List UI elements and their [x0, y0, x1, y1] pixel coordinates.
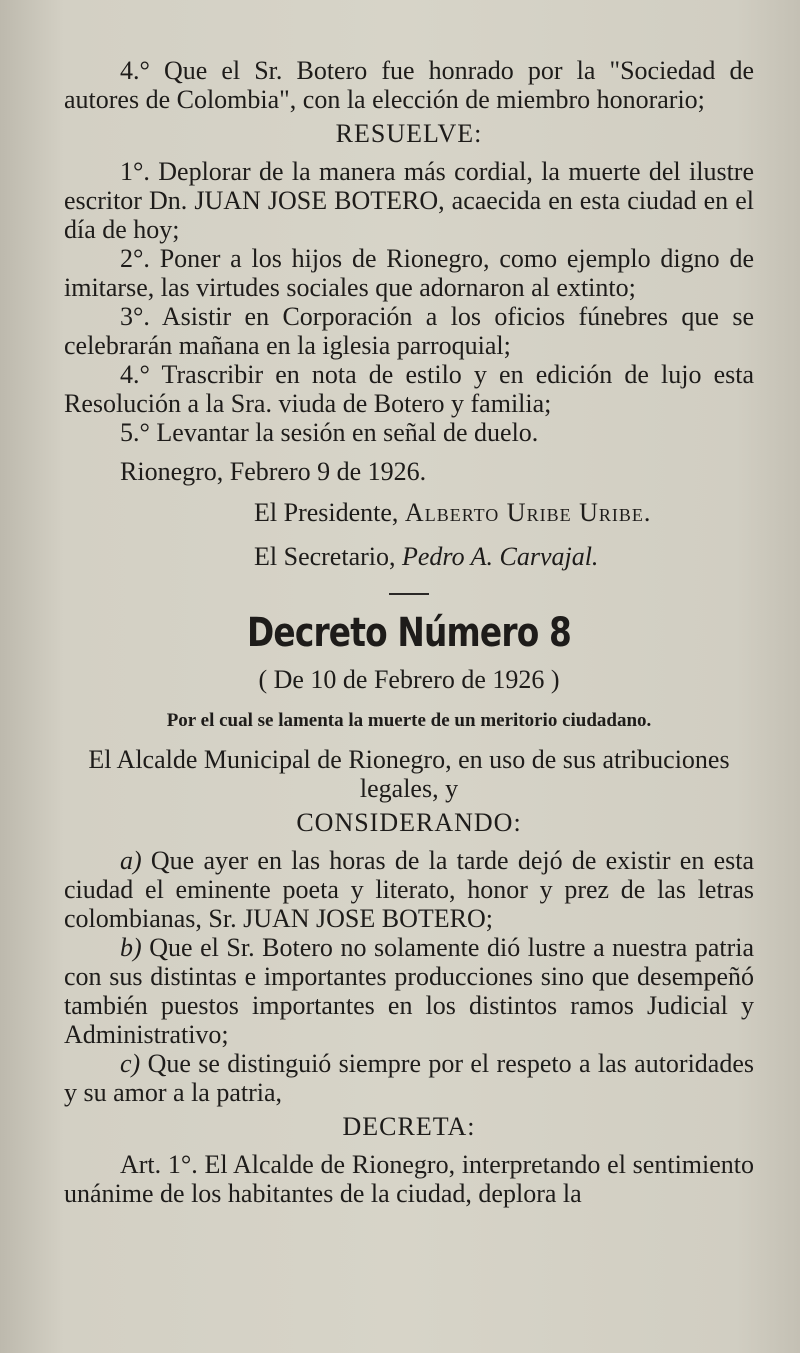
considerando-a: [64, 846, 754, 933]
decree-title: Decreto Número 8: [246, 610, 572, 656]
decree-subtitle: Por el cual se lamenta la muerte de un meritorio ciudadano.: [166, 710, 652, 731]
heading-considerando: CONSIDERANDO:: [296, 808, 522, 837]
considerando-a-label: a): [120, 846, 142, 875]
president-name: Alberto Uribe Uribe.: [404, 498, 652, 527]
considerando-c-label: c): [120, 1049, 141, 1078]
section-divider: [389, 593, 429, 595]
considerando-a-text: Que ayer en las horas de la tarde dejó de existir en esta ciudad el eminente poeta y literato, honor y prez de las letras colombianas, Sr. JUAN JOSE BOTERO;: [64, 846, 755, 933]
considerando-b: [64, 933, 754, 1049]
document-body: [64, 56, 754, 1208]
president-signature: [64, 498, 754, 527]
considerando-c: [64, 1049, 754, 1107]
considerando-c-text: Que se distinguió siempre por el respeto a las autoridades y su amor a la patria,: [64, 1049, 754, 1107]
decree-date: ( De 10 de Febrero de 1926 ): [258, 665, 560, 694]
secretary-signature: [64, 542, 754, 571]
resolution-2: 2°. Poner a los hijos de Rionegro, como ejemplo digno de imitarse, las virtudes sociales que adornaron al extinto;: [64, 244, 754, 302]
resolution-4: 4.° Trascribir en nota de estilo y en edición de lujo esta Resolución a la Sra. viuda de Botero y familia;: [64, 360, 754, 418]
paragraph-4: 4.° Que el Sr. Botero fue honrado por la "Sociedad de autores de Colombia", con la elección de miembro honorario;: [64, 56, 754, 114]
president-label: El Presidente,: [254, 498, 399, 527]
considerando-b-label: b): [120, 933, 142, 962]
place-date: Rionegro, Febrero 9 de 1926.: [120, 457, 427, 486]
secretary-name: Pedro A. Carvajal.: [402, 542, 599, 571]
secretary-label: El Secretario,: [254, 542, 396, 571]
resolution-3: 3°. Asistir en Corporación a los oficios fúnebres que se celebrarán mañana en la iglesia parroquial;: [64, 302, 754, 360]
article-1: Art. 1°. El Alcalde de Rionegro, interpretando el sentimiento unánime de los habitantes de la ciudad, deplora la: [64, 1150, 754, 1208]
resolution-1: 1°. Deplorar de la manera más cordial, la muerte del ilustre escritor Dn. JUAN JOSE BOTERO, acaecida en esta ciudad en el día de hoy;: [64, 157, 754, 244]
alcalde-intro: El Alcalde Municipal de Rionegro, en uso de sus atribuciones legales, y: [88, 745, 730, 803]
considerando-b-text: Que el Sr. Botero no solamente dió lustre a nuestra patria con sus distintas e importantes producciones sino que desempeñó también puestos importantes en los distintos ramos Judicial y Administrativo;: [64, 933, 755, 1049]
heading-resuelve: RESUELVE:: [335, 119, 483, 148]
resolution-5: 5.° Levantar la sesión en señal de duelo.: [120, 418, 539, 447]
heading-decreta: DECRETA:: [342, 1112, 476, 1141]
